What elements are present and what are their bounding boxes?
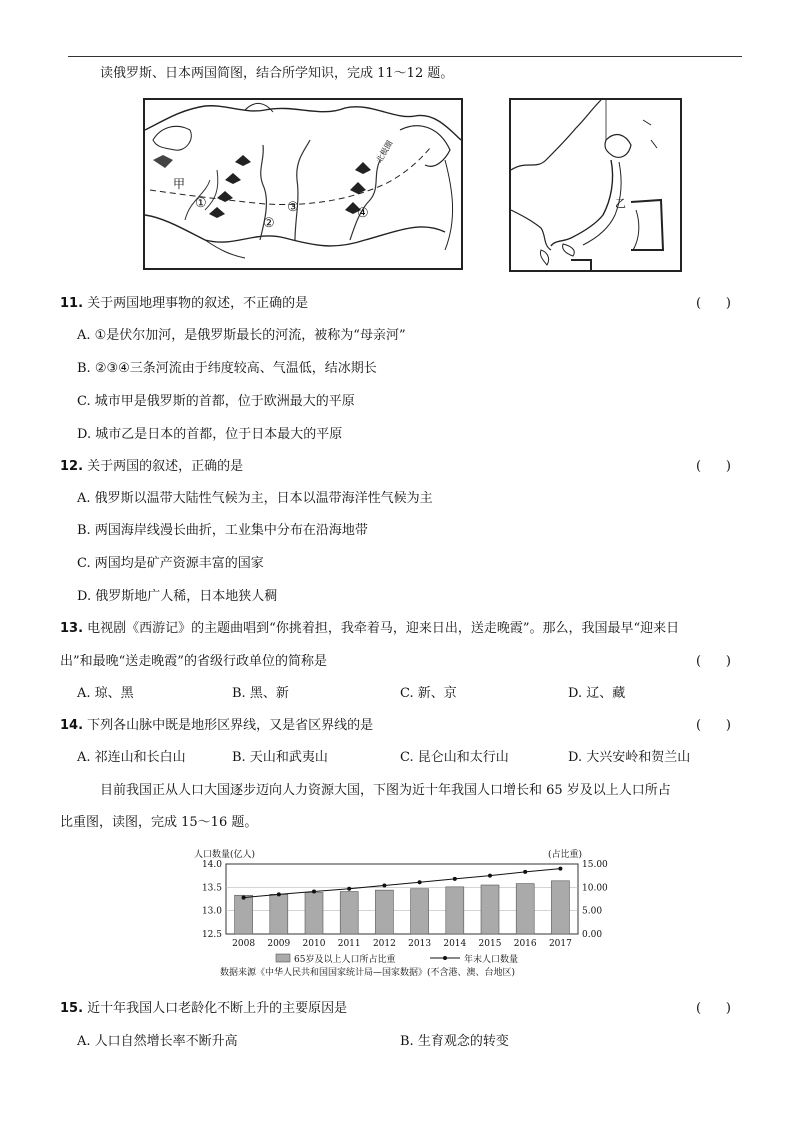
x-tick-label: 2016	[513, 939, 537, 949]
river-2-label: ②	[263, 216, 275, 231]
city-jia-label: 甲	[173, 177, 186, 191]
legend-line-dot	[443, 956, 447, 960]
point-2014	[453, 877, 457, 881]
point-2017	[558, 867, 562, 871]
legend-line-label: 年末人口数量	[464, 955, 519, 965]
q15-option-a[interactable]: A. 人口自然增长率不断升高	[77, 1034, 238, 1049]
q15-option-b[interactable]: B. 生育观念的转变	[400, 1034, 509, 1049]
point-2016	[523, 870, 527, 874]
q14-stem	[60, 718, 373, 734]
japan-map	[509, 98, 682, 272]
q13-number: 13.	[60, 621, 84, 636]
population-chart-svg	[190, 846, 620, 978]
bar-2017	[551, 881, 569, 934]
bar-2010	[305, 892, 323, 934]
q13-option-a[interactable]: A. 琼、黑	[77, 686, 134, 701]
intro-11-12: 读俄罗斯、日本两国简图，结合所学知识，完成 11～12 题。	[100, 66, 454, 81]
q15-number: 15.	[60, 1001, 84, 1016]
q13-option-b[interactable]: B. 黑、新	[232, 686, 289, 701]
x-tick-label: 2009	[267, 939, 291, 949]
q13-option-d[interactable]: D. 辽、藏	[568, 686, 626, 701]
y-axis-label: 人口数量(亿人)	[194, 850, 256, 860]
y-tick-label: 13.5	[201, 883, 222, 894]
intro-15-16-line2: 比重图，读图，完成 15～16 题。	[60, 815, 258, 830]
q11-answer-paren[interactable]: ( )	[696, 296, 731, 311]
q14-option-d[interactable]: D. 大兴安岭和贺兰山	[568, 750, 691, 765]
y2-tick-label: 15.00	[582, 860, 608, 870]
q12-number: 12.	[60, 459, 84, 474]
point-2010	[312, 890, 316, 894]
x-tick-label: 2008	[232, 939, 256, 949]
bar-2012	[375, 890, 393, 934]
q14-number: 14.	[60, 718, 84, 733]
q12-option-d[interactable]: D. 俄罗斯地广人稀，日本地狭人稠	[77, 589, 278, 604]
river-4-label: ④	[357, 206, 369, 221]
q11-option-b[interactable]: B. ②③④三条河流由于纬度较高、气温低，结冰期长	[77, 361, 377, 376]
q11-text: 关于两国地理事物的叙述，不正确的是	[87, 296, 309, 311]
q11-option-c[interactable]: C. 城市甲是俄罗斯的首都，位于欧洲最大的平原	[77, 394, 355, 409]
y2-tick-label: 10.00	[582, 883, 608, 894]
y-tick-label: 12.5	[201, 930, 222, 940]
arctic-circle-label: 北极圈	[374, 139, 395, 165]
bar-2015	[481, 885, 499, 934]
y-tick-label: 13.0	[201, 906, 222, 917]
q14-answer-paren[interactable]: ( )	[696, 718, 731, 733]
q14-option-a[interactable]: A. 祁连山和长白山	[77, 750, 186, 765]
city-yi-label: 乙	[615, 197, 626, 210]
x-tick-label: 2013	[408, 939, 432, 949]
bar-2013	[411, 889, 429, 934]
chart-source: 数据来源《中华人民共和国国家统计局—国家数据》(不含港、澳、台地区)	[220, 968, 516, 978]
q12-text: 关于两国的叙述，正确的是	[87, 459, 244, 474]
russia-map-drawing	[145, 100, 461, 268]
bar-2016	[516, 884, 534, 934]
q13-option-c[interactable]: C. 新、京	[400, 686, 457, 701]
point-2009	[277, 892, 281, 896]
legend-bar-swatch	[276, 954, 290, 962]
q14-text: 下列各山脉中既是地形区界线，又是省区界线的是	[87, 718, 374, 733]
y2-tick-label: 5.00	[582, 906, 603, 917]
population-chart	[190, 846, 620, 978]
q15-answer-paren[interactable]: ( )	[696, 1001, 731, 1016]
q15-stem	[60, 1001, 347, 1017]
population-line	[244, 869, 561, 898]
point-2013	[418, 880, 422, 884]
intro-15-16-line1: 目前我国正从人口大国逐步迈向人力资源大国，下图为近十年我国人口增长和 65 岁及以上人口所占	[100, 783, 671, 798]
q14-option-c[interactable]: C. 昆仑山和太行山	[400, 750, 509, 765]
x-tick-label: 2011	[337, 939, 361, 949]
q13-answer-paren[interactable]: ( )	[696, 654, 731, 669]
point-2008	[242, 896, 246, 900]
bar-2008	[235, 895, 253, 934]
point-2015	[488, 874, 492, 878]
q11-number: 11.	[60, 296, 84, 311]
bar-2014	[446, 887, 464, 934]
q12-option-b[interactable]: B. 两国海岸线漫长曲折，工业集中分布在沿海地带	[77, 523, 368, 538]
q13-text: 电视剧《西游记》的主题曲唱到“你挑着担，我牵着马，迎来日出，送走晚霞”。那么，我国最早“迎来日	[87, 621, 680, 636]
point-2012	[382, 883, 386, 887]
river-1-label: ①	[195, 196, 207, 211]
q14-option-b[interactable]: B. 天山和武夷山	[232, 750, 328, 765]
q12-answer-paren[interactable]: ( )	[696, 459, 731, 474]
y-tick-label: 14.0	[201, 860, 222, 870]
river-3-label: ③	[287, 200, 299, 215]
q12-option-a[interactable]: A. 俄罗斯以温带大陆性气候为主，日本以温带海洋性气候为主	[77, 491, 433, 506]
japan-map-drawing	[511, 100, 680, 270]
q11-option-a[interactable]: A. ①是伏尔加河，是俄罗斯最长的河流，被称为“母亲河”	[77, 328, 406, 343]
x-tick-label: 2010	[302, 939, 326, 949]
y2-axis-label: (占比重)	[548, 850, 583, 860]
top-rule	[68, 56, 742, 57]
x-tick-label: 2012	[372, 939, 396, 949]
q13-stem	[60, 621, 679, 637]
legend-bar-label: 65岁及以上人口所占比重	[294, 955, 396, 965]
y2-tick-label: 0.00	[582, 930, 603, 940]
bar-2011	[340, 892, 358, 934]
x-tick-label: 2014	[443, 939, 467, 949]
q11-stem	[60, 296, 308, 312]
bar-2009	[270, 894, 288, 934]
x-tick-label: 2015	[478, 939, 502, 949]
q12-stem	[60, 459, 243, 475]
q13-stem-line2: 出”和最晚“送走晚霞”的省级行政单位的简称是	[60, 654, 327, 669]
russia-map	[143, 98, 463, 270]
q12-option-c[interactable]: C. 两国均是矿产资源丰富的国家	[77, 556, 264, 571]
q15-text: 近十年我国人口老龄化不断上升的主要原因是	[87, 1001, 348, 1016]
q11-option-d[interactable]: D. 城市乙是日本的首都，位于日本最大的平原	[77, 427, 343, 442]
x-tick-label: 2017	[548, 939, 572, 949]
point-2011	[347, 887, 351, 891]
